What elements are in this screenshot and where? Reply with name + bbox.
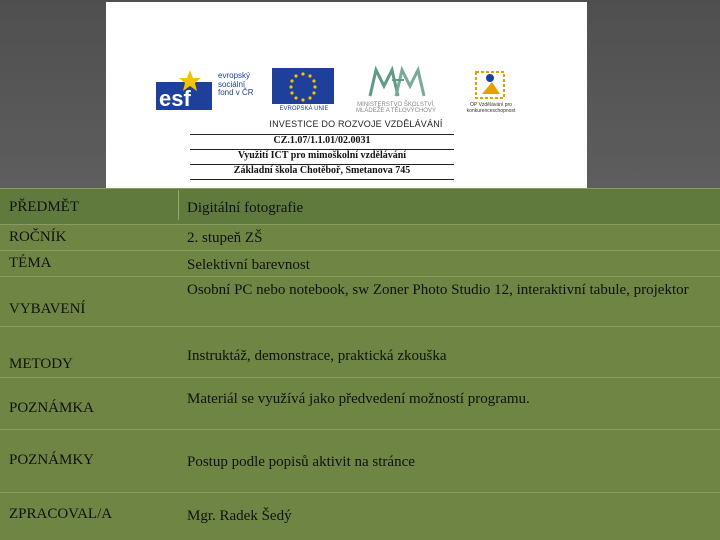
column-divider	[178, 190, 179, 220]
esf-text: evropský sociální fond v ČR	[218, 71, 254, 97]
school-name: Základní škola Chotěboř, Smetanova 745	[233, 165, 411, 176]
row-value: Materiál se využívá jako předvedení možností programu.	[187, 391, 530, 407]
investice-heading: INVESTICE DO ROZVOJE VZDĚLÁVÁNÍ	[269, 119, 443, 129]
row-value: Mgr. Radek Šedý	[187, 508, 292, 524]
project-banner	[106, 2, 587, 188]
svg-text:esf: esf	[159, 86, 191, 111]
row-label: VYBAVENÍ	[9, 301, 86, 317]
divider-line	[190, 179, 454, 180]
table-row-poznamky	[0, 429, 720, 492]
row-label: METODY	[9, 356, 73, 372]
row-value: Osobní PC nebo notebook, sw Zoner Photo Studio 12, interaktivní tabule, projektor	[187, 282, 689, 298]
row-value: Digitální fotografie	[187, 200, 304, 216]
table-row-zpracoval	[0, 492, 720, 540]
op-logo-icon	[470, 68, 512, 102]
table-row-poznamka	[0, 377, 720, 429]
row-value: Instruktáž, demonstrace, praktická zkouška	[187, 348, 447, 364]
row-label: PŘEDMĚT	[9, 199, 80, 215]
table-row-metody	[0, 326, 720, 377]
row-label: TÉMA	[9, 255, 52, 271]
row-value: Selektivní barevnost	[187, 257, 310, 273]
row-value: 2. stupeň ZŠ	[187, 230, 263, 246]
eu-flag-icon	[272, 68, 334, 104]
row-label: POZNÁMKA	[9, 400, 95, 416]
table-row-predmet	[0, 188, 720, 224]
table-row-rocnik	[0, 224, 720, 250]
table-row-vybaveni	[0, 276, 720, 326]
info-table	[0, 188, 720, 540]
row-label: ROČNÍK	[9, 229, 67, 245]
esf-logo-icon	[156, 68, 212, 112]
table-row-tema	[0, 250, 720, 276]
msmt-caption: MINISTERSTVO ŠKOLSTVÍ, MLÁDEŽE A TĚLOVÝCHOVY	[356, 102, 436, 114]
op-caption: OP Vzdělávání pro konkurenceschopnost	[466, 102, 516, 114]
row-label: POZNÁMKY	[9, 452, 95, 468]
eu-caption: EVROPSKÁ UNIE	[279, 106, 329, 112]
msmt-logo-icon	[366, 66, 428, 102]
row-label: ZPRACOVAL/A	[9, 506, 113, 522]
project-name: Využití ICT pro mimoškolní vzdělávání	[237, 150, 407, 161]
project-code: CZ.1.07/1.1.01/02.0031	[273, 135, 371, 146]
row-value: Postup podle popisů aktivit na stránce	[187, 454, 415, 470]
